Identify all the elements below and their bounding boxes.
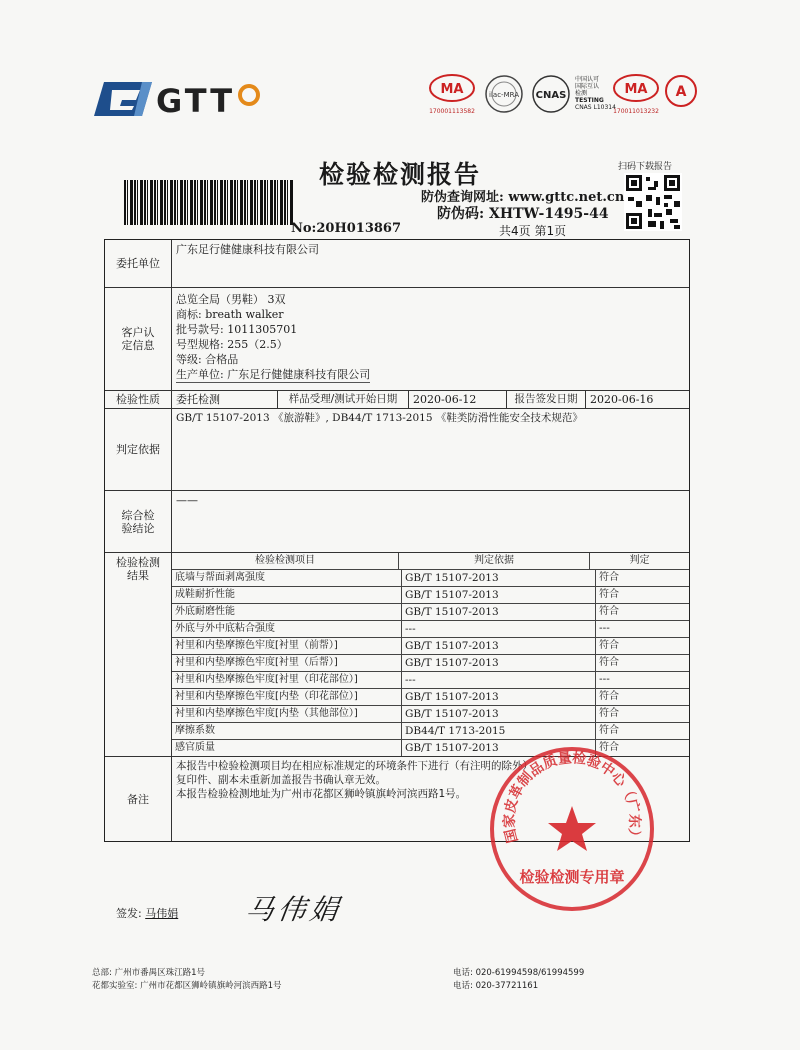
verify-code: 防伪码: XHTW-1495-44 (437, 206, 609, 222)
result-item: 外底与外中底粘合强度 (172, 621, 402, 637)
result-verdict: 符合 (599, 589, 619, 600)
result-row (172, 587, 689, 604)
header-item: 检验检测项目 (172, 553, 399, 569)
result-row (172, 638, 689, 655)
cal-mark (664, 74, 698, 112)
nature-label: 检验性质 (105, 391, 172, 408)
result-verdict: 符合 (599, 725, 619, 736)
cma-mark-1: MA 170001113582 (428, 74, 476, 115)
result-basis: GB/T 15107-2013 (402, 604, 596, 620)
stamp-top-text: 国家皮革制品质量检验中心（广东） (501, 750, 643, 845)
scan-label: 扫码下载报告 (618, 162, 673, 172)
result-verdict: 符合 (599, 691, 619, 702)
remark-line: 本报告中检验检测项目均在相应标准规定的环境条件下进行（有注明的除外） (176, 760, 533, 772)
result-item: 感官质量 (172, 740, 402, 756)
sample-label: 客户认定信息 (105, 288, 172, 390)
signature-label: 签发: 马伟娟 (116, 907, 179, 920)
result-item: 衬里和内垫摩擦色牢度[内垫（印花部位）] (172, 689, 402, 705)
report-number: No:20H013867 (291, 221, 401, 236)
sample-row (105, 288, 689, 391)
stamp-bottom-text: 检验检测专用章 (519, 868, 625, 886)
cma-mark-2: MA 170011013232 (612, 74, 660, 115)
result-item: 衬里和内垫摩擦色牢度[衬里（印花部位）] (172, 672, 402, 688)
result-item: 成鞋耐折性能 (172, 587, 402, 603)
nature-row (105, 391, 689, 409)
result-basis: GB/T 15107-2013 (402, 638, 596, 654)
result-verdict: --- (599, 623, 610, 634)
client-row (105, 240, 689, 288)
remark-line: 复印件、副本未重新加盖报告书确认章无效。 (176, 774, 386, 786)
svg-text:MA: MA (624, 82, 648, 97)
result-basis: GB/T 15107-2013 (402, 706, 596, 722)
result-basis: --- (402, 621, 596, 637)
footer-hq: 总部: 广州市番禺区珠江路1号 (92, 968, 205, 978)
receive-date-label: 样品受理/测试开始日期 (278, 391, 409, 408)
basis-label: 判定依据 (105, 409, 172, 490)
result-basis: GB/T 15107-2013 (402, 570, 596, 586)
results-label: 检验检测结果 (105, 553, 172, 756)
footer-lab: 花都实验室: 广州市花都区狮岭镇旗岭河滨西路1号 (92, 981, 282, 991)
result-basis: DB44/T 1713-2015 (402, 723, 596, 739)
gtt-logo (92, 78, 154, 124)
barcode-icon (124, 180, 294, 225)
sample-line: 批号款号: 1011305701 (176, 323, 298, 336)
result-basis: GB/T 15107-2013 (402, 655, 596, 671)
result-row (172, 672, 689, 689)
footer-phone-1: 电话: 020-61994598/61994599 (453, 968, 585, 978)
sample-line: 商标: breath walker (176, 308, 284, 321)
sample-line: 总览全局（男鞋） 3双 (176, 293, 286, 306)
signer-name: 马伟娟 (145, 907, 179, 920)
result-basis: GB/T 15107-2013 (402, 587, 596, 603)
conclusion-value: —— (176, 494, 198, 507)
basis-row (105, 409, 689, 491)
cnas-mark (528, 74, 574, 118)
result-basis: GB/T 15107-2013 (402, 740, 596, 756)
result-verdict: 符合 (599, 572, 619, 583)
footer-phone-2: 电话: 020-37721161 (453, 981, 539, 991)
sample-line: 号型规格: 255（2.5） (176, 338, 288, 351)
conclusion-label: 综合检验结论 (105, 491, 172, 552)
result-item: 衬里和内垫摩擦色牢度[内垫（其他部位）] (172, 706, 402, 722)
qr-code-icon (624, 173, 682, 231)
result-basis: GB/T 15107-2013 (402, 689, 596, 705)
svg-text:MA: MA (440, 82, 464, 97)
result-basis: --- (402, 672, 596, 688)
header-basis: 判定依据 (399, 553, 590, 569)
issue-date: 2020-06-16 (590, 393, 654, 406)
official-stamp (487, 744, 657, 914)
result-item: 外底耐磨性能 (172, 604, 402, 620)
result-row (172, 706, 689, 723)
sample-line: 等级: 合格品 (176, 353, 239, 366)
result-item: 摩擦系数 (172, 723, 402, 739)
sample-info (172, 288, 689, 390)
result-row (172, 604, 689, 621)
page-info: 共4页 第1页 (499, 224, 567, 238)
verify-url: 防伪查询网址: www.gttc.net.cn (421, 190, 625, 205)
result-row (172, 621, 689, 638)
nature-value: 委托检测 (172, 391, 278, 408)
result-verdict: 符合 (599, 708, 619, 719)
issue-date-label: 报告签发日期 (507, 391, 586, 408)
result-verdict: --- (599, 674, 610, 685)
remarks-label: 备注 (105, 757, 172, 841)
result-row (172, 689, 689, 706)
header-verdict: 判定 (629, 555, 650, 566)
conclusion-row (105, 491, 689, 553)
results-header (172, 553, 689, 570)
sample-line: 生产单位: 广东足行健健康科技有限公司 (176, 368, 371, 381)
client-label: 委托单位 (105, 240, 172, 287)
result-item: 底墙与帮面剥离强度 (172, 570, 402, 586)
result-row (172, 570, 689, 587)
svg-text:ilac-MRA: ilac-MRA (489, 91, 519, 99)
result-verdict: 符合 (599, 606, 619, 617)
svg-text:A: A (675, 84, 687, 100)
result-row (172, 655, 689, 672)
results-row (105, 553, 689, 757)
cnas-text: 中国认可 国际互认 检测 TESTING CNAS L10314 (575, 76, 616, 111)
brand-gear-icon (238, 84, 260, 106)
ilac-mra-mark (484, 74, 524, 118)
result-item: 衬里和内垫摩擦色牢度[衬里（前帮）] (172, 638, 402, 654)
result-row (172, 723, 689, 740)
report-title: 检验检测报告 (318, 160, 481, 189)
handwritten-signature: 马伟娟 (243, 893, 345, 926)
basis-value: GB/T 15107-2013 《旅游鞋》, DB44/T 1713-2015 《鞋类防滑性能安全技术规范》 (176, 412, 583, 424)
receive-date: 2020-06-12 (409, 391, 507, 408)
result-item: 衬里和内垫摩擦色牢度[衬里（后帮）] (172, 655, 402, 671)
remark-line: 本报告检验检测地址为广州市花都区狮岭镇旗岭河滨西路1号。 (176, 788, 467, 800)
results-grid (172, 553, 689, 756)
brand-name: GTT (156, 82, 260, 120)
result-verdict: 符合 (599, 742, 619, 753)
result-verdict: 符合 (599, 657, 619, 668)
result-verdict: 符合 (599, 640, 619, 651)
client-value: 广东足行健健康科技有限公司 (176, 243, 319, 256)
svg-text:CNAS: CNAS (535, 90, 567, 101)
